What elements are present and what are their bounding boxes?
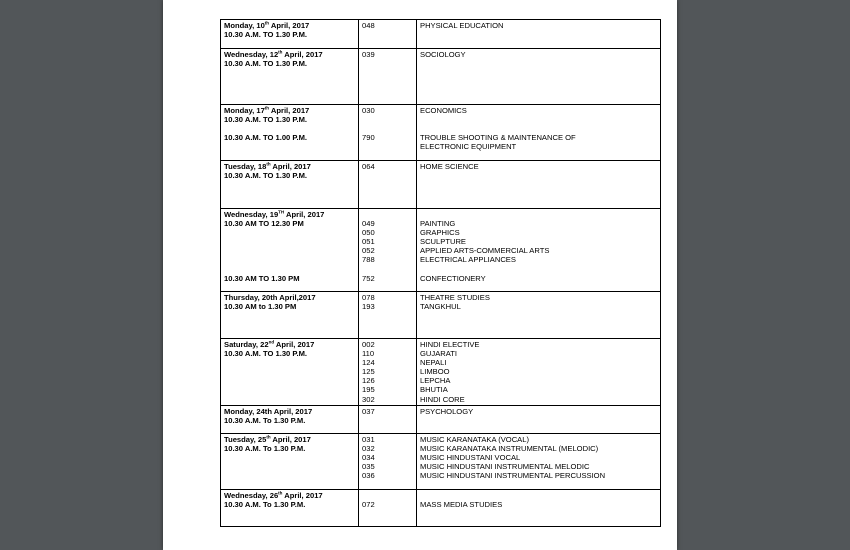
table-row (221, 49, 661, 105)
subject-cell: PAINTING GRAPHICS SCULPTURE APPLIED ARTS-COMMERCIAL ARTS ELECTRICAL APPLIANCES CONFECTIONERY (417, 209, 661, 292)
date-cell: Saturday, 22nd April, 2017 10.30 A.M. TO 1.30 P.M. (221, 339, 359, 406)
code-cell: 030 790 (359, 105, 417, 161)
code-cell: 064 (359, 161, 417, 209)
date-cell: Tuesday, 18th April, 2017 10.30 A.M. TO 1.30 P.M. (221, 161, 359, 209)
table-row (221, 405, 661, 433)
table-row (221, 489, 661, 526)
exam-schedule-table (220, 19, 661, 527)
subject-cell: SOCIOLOGY (417, 49, 661, 105)
table-row (221, 292, 661, 339)
date-cell: Monday, 17th April, 2017 10.30 A.M. TO 1.30 P.M. 10.30 A.M. TO 1.00 P.M. (221, 105, 359, 161)
table-row (221, 339, 661, 406)
table-row (221, 433, 661, 489)
code-cell: 049 050 051 052 788 752 (359, 209, 417, 292)
subject-cell: PHYSICAL EDUCATION (417, 20, 661, 49)
table-row (221, 209, 661, 292)
table-row (221, 161, 661, 209)
code-cell: 048 (359, 20, 417, 49)
subject-cell: HOME SCIENCE (417, 161, 661, 209)
code-cell: 002 110 124 125 126 195 302 (359, 339, 417, 406)
date-cell: Wednesday, 19TH April, 2017 10.30 AM TO 12.30 PM 10.30 AM TO 1.30 PM (221, 209, 359, 292)
code-cell: 031 032 034 035 036 (359, 433, 417, 489)
table-row (221, 105, 661, 161)
code-cell: 072 (359, 489, 417, 526)
table-row (221, 20, 661, 49)
subject-cell: MUSIC KARANATAKA (VOCAL) MUSIC KARANATAKA INSTRUMENTAL (MELODIC) MUSIC HINDUSTANI VOCAL MUSIC HINDUSTANI INSTRUMENTAL MELODIC MUSIC HINDUSTANI INSTRUMENTAL PERCUSSION (417, 433, 661, 489)
date-cell: Wednesday, 26th April, 2017 10.30 A.M. To 1.30 P.M. (221, 489, 359, 526)
code-cell: 039 (359, 49, 417, 105)
subject-cell: ECONOMICS TROUBLE SHOOTING & MAINTENANCE OF ELECTRONIC EQUIPMENT (417, 105, 661, 161)
date-cell: Monday, 24th April, 2017 10.30 A.M. To 1.30 P.M. (221, 405, 359, 433)
code-cell: 037 (359, 405, 417, 433)
date-cell: Wednesday, 12th April, 2017 10.30 A.M. TO 1.30 P.M. (221, 49, 359, 105)
subject-cell: THEATRE STUDIES TANGKHUL (417, 292, 661, 339)
subject-cell: PSYCHOLOGY (417, 405, 661, 433)
document-page (163, 0, 677, 550)
subject-cell: HINDI ELECTIVE GUJARATI NEPALI LIMBOO LEPCHA BHUTIA HINDI CORE (417, 339, 661, 406)
date-cell: Thursday, 20th April,2017 10.30 AM to 1.30 PM (221, 292, 359, 339)
date-cell: Tuesday, 25th April, 2017 10.30 A.M. To 1.30 P.M. (221, 433, 359, 489)
subject-cell: MASS MEDIA STUDIES (417, 489, 661, 526)
code-cell: 078 193 (359, 292, 417, 339)
date-cell: Monday, 10th April, 2017 10.30 A.M. TO 1.30 P.M. (221, 20, 359, 49)
